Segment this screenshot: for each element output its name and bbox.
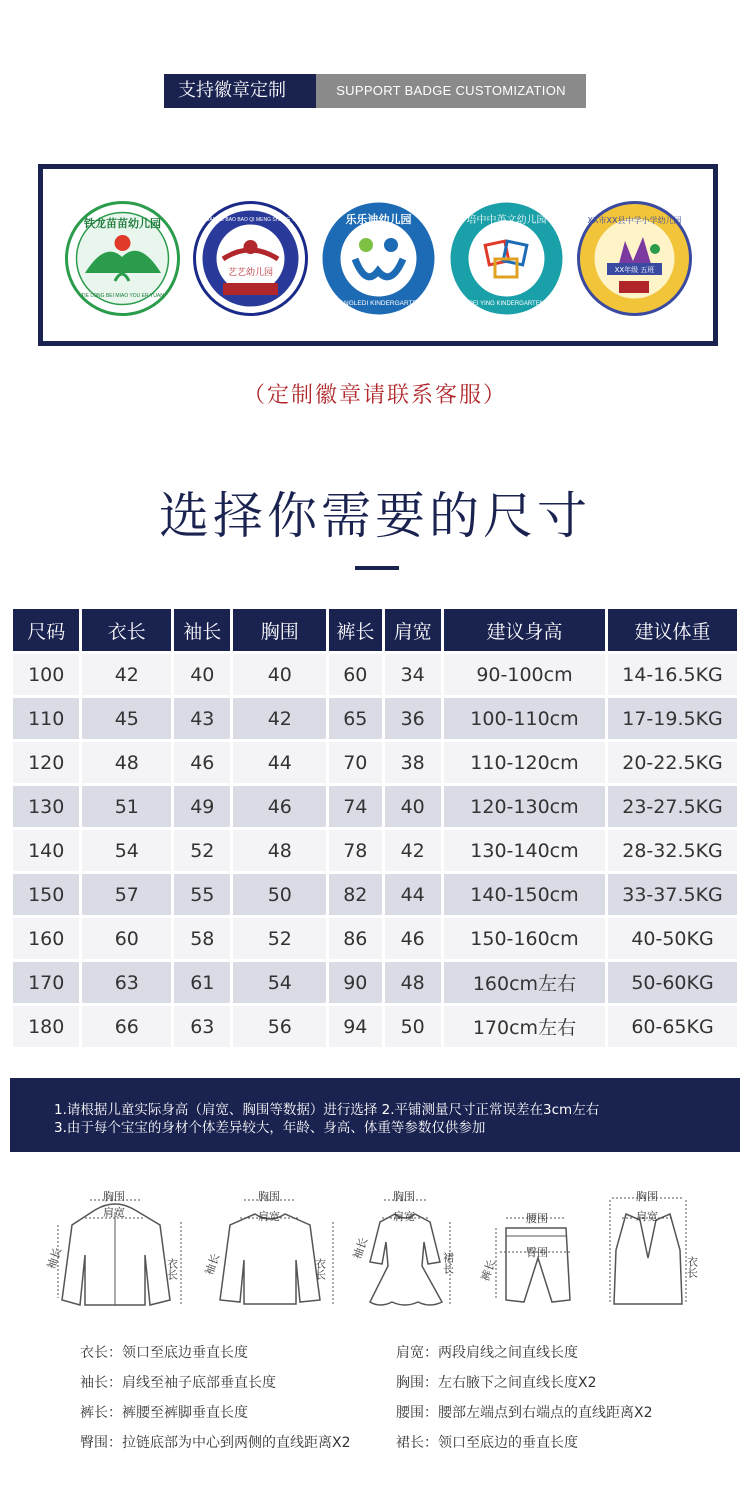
glossary-item bbox=[80, 1402, 248, 1422]
cell: 60-65KG bbox=[608, 1006, 737, 1047]
cell: 150-160cm bbox=[444, 918, 605, 959]
cell: 49 bbox=[174, 786, 230, 827]
dress-length-label: 裙长 bbox=[441, 1252, 455, 1274]
title-underline bbox=[355, 566, 399, 570]
header-length: 衣长 bbox=[82, 609, 171, 651]
cell: 48 bbox=[385, 962, 441, 1003]
cell: 150 bbox=[13, 874, 79, 915]
measurement-notes bbox=[10, 1078, 740, 1152]
jacket-shoulder-label: 肩宽 bbox=[103, 1206, 125, 1219]
badge-3-sub: KANGLEDI KINDERGARTEN bbox=[335, 300, 422, 307]
header-sleeve: 袖长 bbox=[174, 609, 230, 651]
badge-1-sub: TIE LONG BEI MIAO YOU ER YUAN bbox=[81, 293, 164, 299]
cell: 43 bbox=[174, 698, 230, 739]
cell: 130-140cm bbox=[444, 830, 605, 871]
badge-customization-banner bbox=[164, 74, 586, 108]
cell: 40 bbox=[233, 654, 326, 695]
section-title: 选择你需要的尺寸 bbox=[159, 487, 591, 545]
cell: 46 bbox=[174, 742, 230, 783]
badge-kindergarten-5 bbox=[577, 201, 692, 316]
cell: 23-27.5KG bbox=[608, 786, 737, 827]
cell: 100 bbox=[13, 654, 79, 695]
cell: 42 bbox=[385, 830, 441, 871]
cell: 170 bbox=[13, 962, 79, 1003]
cell: 40-50KG bbox=[608, 918, 737, 959]
badge-kindergarten-1 bbox=[65, 201, 180, 316]
header-pants-length: 裤长 bbox=[329, 609, 381, 651]
badge-kindergarten-2 bbox=[193, 201, 308, 316]
badge-kindergarten-3 bbox=[321, 201, 436, 316]
vest-diagram bbox=[610, 1189, 699, 1304]
cell: 54 bbox=[233, 962, 326, 1003]
pants-diagram bbox=[478, 1212, 572, 1302]
cell: 180 bbox=[13, 1006, 79, 1047]
cell: 160cm左右 bbox=[444, 962, 605, 1003]
cell: 66 bbox=[82, 1006, 171, 1047]
cell: 61 bbox=[174, 962, 230, 1003]
glossary-term: 胸围： bbox=[396, 1375, 438, 1391]
table-row bbox=[13, 786, 737, 827]
cell: 74 bbox=[329, 786, 381, 827]
cell: 170cm左右 bbox=[444, 1006, 605, 1047]
cell: 44 bbox=[233, 742, 326, 783]
dress-chest-label: 胸围 bbox=[393, 1190, 415, 1203]
sweater-shoulder-label: 肩宽 bbox=[258, 1210, 280, 1223]
glossary-term: 衣长： bbox=[80, 1345, 122, 1361]
glossary-item bbox=[396, 1402, 653, 1422]
cell: 42 bbox=[82, 654, 171, 695]
banner-title-zh: 支持徽章定制 bbox=[164, 74, 316, 108]
cell: 60 bbox=[329, 654, 381, 695]
table-row bbox=[13, 830, 737, 871]
garment-measurement-diagrams bbox=[0, 1180, 750, 1330]
jacket-sleeve-label: 袖长 bbox=[44, 1245, 65, 1272]
header-weight: 建议体重 bbox=[608, 609, 737, 651]
cell: 160 bbox=[13, 918, 79, 959]
cell: 44 bbox=[385, 874, 441, 915]
badge-kindergarten-4 bbox=[449, 201, 564, 316]
cell: 56 bbox=[233, 1006, 326, 1047]
cell: 58 bbox=[174, 918, 230, 959]
cell: 40 bbox=[385, 786, 441, 827]
badge-3-name: 乐乐迪幼儿园 bbox=[345, 213, 412, 226]
table-row bbox=[13, 1006, 737, 1047]
glossary-desc: 两段肩线之间直线长度 bbox=[438, 1345, 578, 1361]
glossary-item bbox=[396, 1342, 578, 1362]
table-row bbox=[13, 962, 737, 1003]
glossary-desc: 领口至底边垂直长度 bbox=[122, 1345, 248, 1361]
badge-5-name: XX市XX县中学小学幼儿园 bbox=[587, 216, 682, 225]
glossary-item bbox=[396, 1372, 597, 1392]
badge-showcase bbox=[38, 164, 718, 346]
cell: 100-110cm bbox=[444, 698, 605, 739]
cell: 90-100cm bbox=[444, 654, 605, 695]
cell: 110 bbox=[13, 698, 79, 739]
cell: 54 bbox=[82, 830, 171, 871]
note-line-1: 1.请根据儿童实际身高（肩宽、胸围等数据）进行选择 2.平铺测量尺寸正常误差在3cm左右 bbox=[54, 1102, 600, 1118]
cell: 55 bbox=[174, 874, 230, 915]
badge-5-sub: XX年级 五班 bbox=[614, 266, 655, 274]
vest-chest-label: 胸围 bbox=[636, 1190, 658, 1203]
cell: 78 bbox=[329, 830, 381, 871]
note-line-2: 3.由于每个宝宝的身材个体差异较大，年龄、身高、体重等参数仅供参加 bbox=[54, 1120, 486, 1136]
glossary-item bbox=[396, 1432, 578, 1452]
cell: 52 bbox=[174, 830, 230, 871]
cell: 86 bbox=[329, 918, 381, 959]
glossary-term: 裙长： bbox=[396, 1435, 438, 1451]
cell: 57 bbox=[82, 874, 171, 915]
cell: 45 bbox=[82, 698, 171, 739]
cell: 52 bbox=[233, 918, 326, 959]
glossary-desc: 拉链底部为中心到两侧的直线距离X2 bbox=[122, 1435, 351, 1451]
sweater-chest-label: 胸围 bbox=[258, 1190, 280, 1203]
glossary-item bbox=[80, 1432, 351, 1452]
pants-hip-label: 臀围 bbox=[526, 1246, 548, 1259]
cell: 110-120cm bbox=[444, 742, 605, 783]
cell: 33-37.5KG bbox=[608, 874, 737, 915]
badge-2-sub: XIAN LE BAO BAO QI MENG SHANG YI bbox=[204, 217, 297, 223]
cell: 51 bbox=[82, 786, 171, 827]
glossary-item bbox=[80, 1342, 248, 1362]
pants-length-label: 裤长 bbox=[478, 1257, 499, 1284]
glossary-term: 臀围： bbox=[80, 1435, 122, 1451]
jacket-chest-label: 胸围 bbox=[103, 1190, 125, 1203]
cell: 14-16.5KG bbox=[608, 654, 737, 695]
sweater-diagram bbox=[202, 1189, 333, 1304]
cell: 40 bbox=[174, 654, 230, 695]
cell: 50-60KG bbox=[608, 962, 737, 1003]
glossary-term: 腰围： bbox=[396, 1405, 438, 1421]
dress-shoulder-label: 肩宽 bbox=[393, 1210, 415, 1223]
cell: 120-130cm bbox=[444, 786, 605, 827]
cell: 50 bbox=[385, 1006, 441, 1047]
cell: 46 bbox=[233, 786, 326, 827]
table-row bbox=[13, 742, 737, 783]
cell: 34 bbox=[385, 654, 441, 695]
cell: 20-22.5KG bbox=[608, 742, 737, 783]
glossary-desc: 裤腰至裤脚垂直长度 bbox=[122, 1405, 248, 1421]
glossary-term: 袖长： bbox=[80, 1375, 122, 1391]
cell: 48 bbox=[82, 742, 171, 783]
badge-1-name: 铁龙苗苗幼儿园 bbox=[84, 217, 161, 230]
cell: 140-150cm bbox=[444, 874, 605, 915]
glossary-desc: 腰部左端点到右端点的直线距离X2 bbox=[438, 1405, 653, 1421]
dress-sleeve-label: 袖长 bbox=[350, 1235, 371, 1262]
vest-length-label: 衣长 bbox=[685, 1256, 699, 1278]
cell: 120 bbox=[13, 742, 79, 783]
vest-shoulder-label: 肩宽 bbox=[636, 1210, 658, 1223]
badge-2-name: 艺艺幼儿园 bbox=[227, 268, 274, 278]
header-height: 建议身高 bbox=[444, 609, 605, 651]
dress-diagram bbox=[350, 1189, 455, 1305]
glossary-term: 肩宽： bbox=[396, 1345, 438, 1361]
cell: 60 bbox=[82, 918, 171, 959]
glossary-desc: 领口至底边的垂直长度 bbox=[438, 1435, 578, 1451]
size-table bbox=[10, 606, 740, 1050]
cell: 63 bbox=[82, 962, 171, 1003]
glossary-desc: 左右腋下之间直线长度X2 bbox=[438, 1375, 597, 1391]
sweater-sleeve-label: 袖长 bbox=[202, 1251, 223, 1278]
badge-4-name: 培中中英文幼儿园 bbox=[466, 215, 547, 226]
glossary-term: 裤长： bbox=[80, 1405, 122, 1421]
header-chest: 胸围 bbox=[233, 609, 326, 651]
cell: 140 bbox=[13, 830, 79, 871]
sweater-length-label: 衣长 bbox=[313, 1258, 327, 1280]
cell: 82 bbox=[329, 874, 381, 915]
table-row bbox=[13, 918, 737, 959]
cell: 94 bbox=[329, 1006, 381, 1047]
cell: 36 bbox=[385, 698, 441, 739]
cell: 130 bbox=[13, 786, 79, 827]
table-row bbox=[13, 654, 737, 695]
cell: 46 bbox=[385, 918, 441, 959]
cell: 38 bbox=[385, 742, 441, 783]
header-size: 尺码 bbox=[13, 609, 79, 651]
jacket-diagram bbox=[44, 1189, 181, 1305]
table-row bbox=[13, 874, 737, 915]
cell: 50 bbox=[233, 874, 326, 915]
size-table-header bbox=[13, 609, 737, 651]
cell: 48 bbox=[233, 830, 326, 871]
cell: 28-32.5KG bbox=[608, 830, 737, 871]
badge-4-sub: PEI YING KINDERGARTEN bbox=[468, 301, 545, 307]
pants-waist-label: 腰围 bbox=[526, 1212, 548, 1225]
cell: 65 bbox=[329, 698, 381, 739]
cell: 90 bbox=[329, 962, 381, 1003]
table-row bbox=[13, 698, 737, 739]
contact-service-note: （定制徽章请联系客服） bbox=[242, 383, 507, 408]
glossary-desc: 肩线至袖子底部垂直长度 bbox=[122, 1375, 276, 1391]
cell: 70 bbox=[329, 742, 381, 783]
cell: 63 bbox=[174, 1006, 230, 1047]
jacket-length-label: 衣长 bbox=[165, 1258, 179, 1280]
header-shoulder: 肩宽 bbox=[385, 609, 441, 651]
cell: 17-19.5KG bbox=[608, 698, 737, 739]
cell: 42 bbox=[233, 698, 326, 739]
glossary-item bbox=[80, 1372, 276, 1392]
banner-title-en: SUPPORT BADGE CUSTOMIZATION bbox=[316, 74, 586, 108]
